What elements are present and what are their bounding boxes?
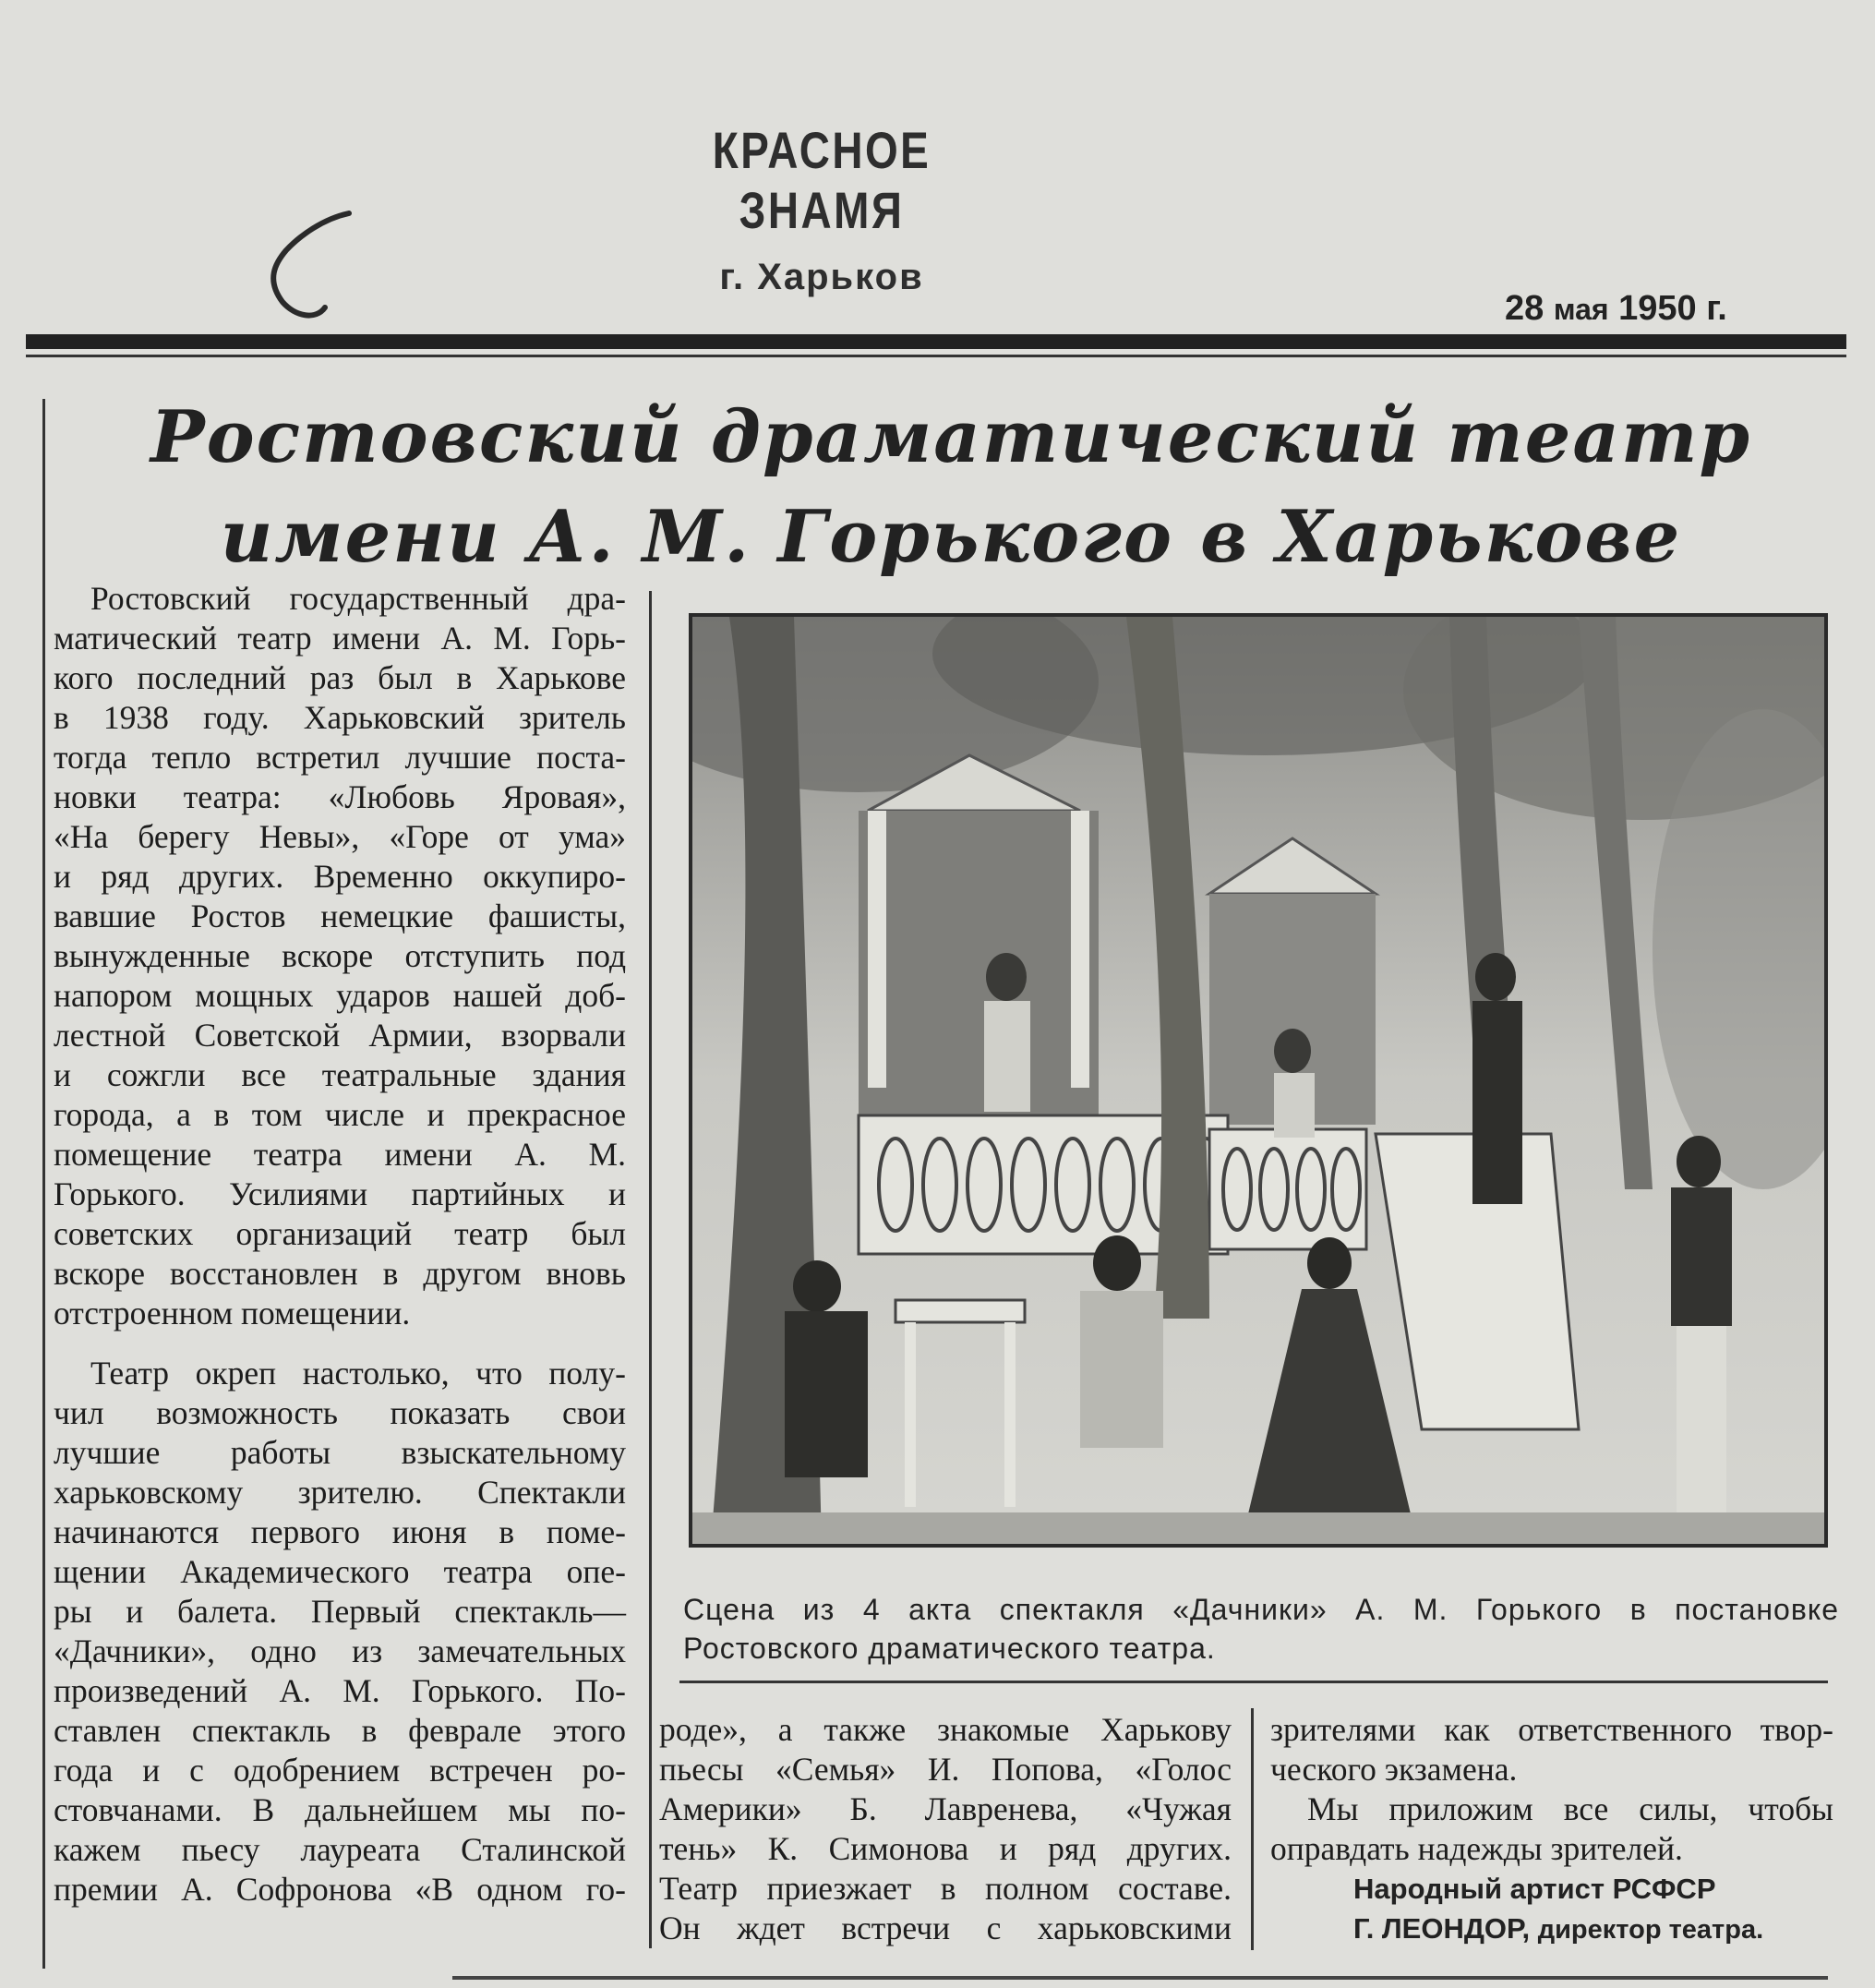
text-line: «На берегу Невы», «Горе от ума» — [54, 818, 626, 855]
text-line: в 1938 году. Харьковский зритель — [54, 699, 626, 736]
article-column-3 — [1270, 1710, 1833, 1950]
paragraph-2 — [54, 1354, 626, 1910]
text-line: ческого экзамена. — [1270, 1751, 1518, 1788]
text-line: вскоре восстановлен в другом вновь — [54, 1255, 626, 1292]
text-line: лучшие работы взыскательному — [54, 1434, 626, 1471]
text-line: харьковскому зрителю. Спектакли — [54, 1474, 626, 1511]
masthead-rule — [26, 334, 1846, 349]
text-line: произведений А. М. Горького. По- — [54, 1672, 626, 1709]
handwritten-mark-icon — [258, 199, 360, 328]
newspaper-stamp — [591, 120, 1052, 298]
article-headline — [111, 388, 1791, 587]
text-line: лестной Советской Армии, взорвали — [54, 1017, 626, 1054]
left-frame-rule — [42, 399, 45, 1969]
text-line: оправдать надежды зрителей. — [1270, 1830, 1683, 1867]
text-line: роде», а также знакомые Харькову — [659, 1711, 1232, 1748]
text-line: тогда тепло встретил лучшие поста- — [54, 739, 626, 776]
stamp-city: г. Харьков — [719, 257, 924, 297]
section-rule — [679, 1681, 1828, 1683]
text-line: года и с одобрением встречен ро- — [54, 1752, 626, 1789]
article-column-1 — [54, 579, 626, 1910]
text-line: Мы приложим все силы, чтобы — [1307, 1790, 1833, 1827]
bottom-rule — [452, 1976, 1828, 1980]
text-line: Горького. Усилиями партийных и — [54, 1175, 626, 1212]
caption-line-1: Сцена из 4 акта спектакля «Дачники» А. М. Горького в постановке — [683, 1593, 1839, 1626]
text-line: советских организаций театр был — [54, 1215, 626, 1252]
text-line: ры и балета. Первый спектакль— — [54, 1593, 626, 1630]
text-line: Театр окреп настолько, что полу- — [90, 1355, 626, 1392]
text-line: чил возможность показать свои — [54, 1394, 626, 1431]
text-line: кого последний раз был в Харькове — [54, 659, 626, 696]
stamp-title: КРАСНОЕ ЗНАМЯ — [712, 121, 931, 239]
text-line: вавшие Ростов немецкие фашисты, — [54, 898, 626, 934]
photo-caption — [683, 1590, 1839, 1668]
signature-title: директор театра. — [1537, 1915, 1764, 1945]
text-line: вынужденные вскоре отступить под — [54, 937, 626, 974]
column-divider — [1251, 1708, 1254, 1950]
text-line: напором мощных ударов нашей доб- — [54, 977, 626, 1014]
text-line: тень» К. Симонова и ряд других. — [659, 1830, 1232, 1867]
text-line: города, а в том числе и прекрасное — [54, 1096, 626, 1133]
text-line: кажем пьесу лауреата Сталинской — [54, 1831, 626, 1868]
headline-line-2: имени А. М. Горького в Харькове — [220, 495, 1682, 579]
column-divider — [649, 591, 652, 1948]
text-line: и ряд других. Временно оккупиро- — [54, 858, 626, 895]
masthead-rule-thin — [26, 355, 1846, 357]
headline-line-1: Ростовский драматический театр — [150, 395, 1752, 479]
date-suffix: г. — [1706, 289, 1727, 328]
signature-name: Г. ЛЕОНДОР, — [1353, 1912, 1531, 1945]
text-line: зрителями как ответственного твор- — [1270, 1711, 1833, 1748]
text-line: Ростовский государственный дра- — [90, 580, 626, 617]
text-line: новки театра: «Любовь Яровая», — [54, 778, 626, 815]
text-line: помещение театра имени А. М. — [54, 1136, 626, 1173]
article-column-2 — [659, 1710, 1232, 1948]
paragraph-1 — [54, 579, 626, 1333]
text-line: отстроенном помещении. — [54, 1295, 411, 1331]
date-day: 28 — [1505, 289, 1544, 328]
text-line: ставлен спектакль в феврале этого — [54, 1712, 626, 1749]
text-line: Театр приезжает в полном составе. — [659, 1870, 1232, 1907]
caption-line-2: Ростовского драматического театра. — [683, 1632, 1216, 1665]
text-line: премии А. Софронова «В одном го- — [54, 1871, 626, 1908]
signature-role: Народный артист РСФСР — [1353, 1873, 1716, 1905]
text-line: матический театр имени А. М. Горь- — [54, 620, 626, 657]
text-line: начинаются первого июня в поме- — [54, 1513, 626, 1550]
text-line: Америки» Б. Лавренева, «Чужая — [659, 1790, 1232, 1827]
date-month: мая — [1553, 293, 1609, 326]
text-line: и сожгли все театральные здания — [54, 1056, 626, 1093]
text-line: Он ждет встречи с харьковскими — [659, 1910, 1232, 1946]
text-line: стовчанами. В дальнейшем мы по- — [54, 1791, 626, 1828]
author-signature — [1270, 1869, 1833, 1950]
signature-name-line — [1270, 1909, 1833, 1950]
issue-date — [1505, 289, 1727, 329]
stage-photo — [689, 613, 1828, 1548]
date-year: 1950 — [1618, 289, 1697, 328]
text-line: пьесы «Семья» И. Попова, «Голос — [659, 1751, 1232, 1788]
theatre-scene-photo-icon — [692, 617, 1824, 1544]
text-line: щении Академического театра опе- — [54, 1553, 626, 1590]
text-line: «Дачники», одно из замечательных — [54, 1633, 626, 1669]
